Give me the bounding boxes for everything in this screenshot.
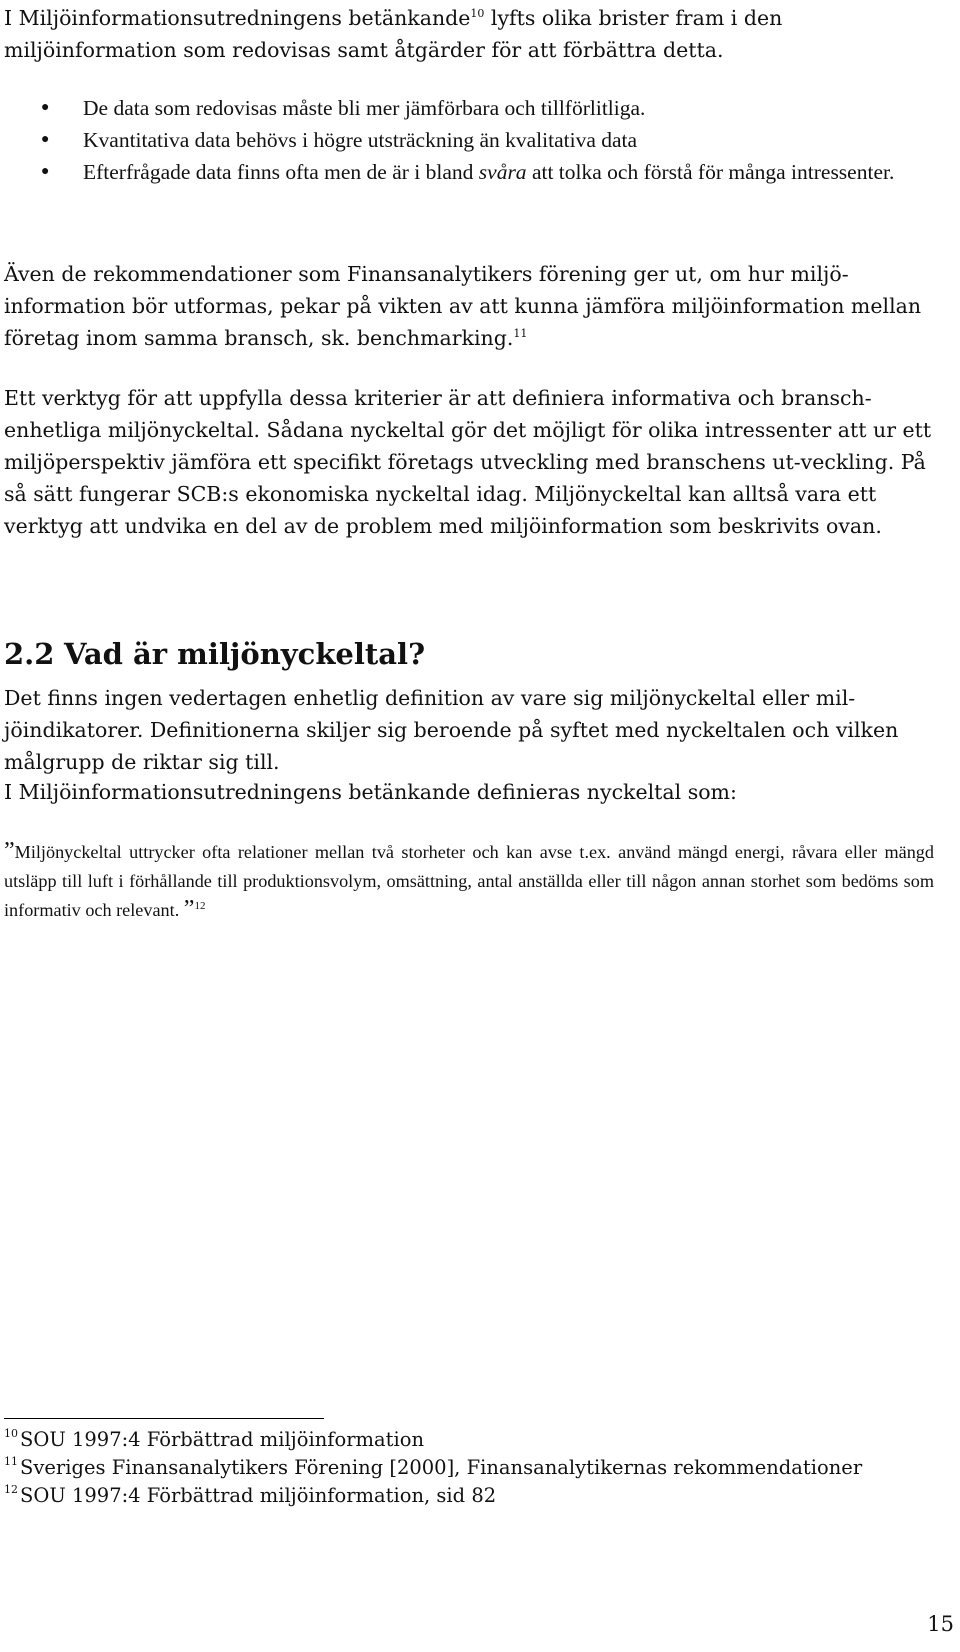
quote-intro-paragraph: I Miljöinformationsutredningens betänkande definieras nyckeltal som:: [4, 780, 737, 804]
intro-text: I Miljöinformationsutredningens betänkande: [4, 6, 471, 30]
bullet-icon: ●: [41, 164, 50, 179]
list-item: [0, 124, 930, 156]
definition-paragraph: Det finns ingen vedertagen enhetlig definition av vare sig miljönyckeltal eller mil-jöindikatorer. Definitionerna skiljer sig beroende på syftet med nyckeltalen och vilken målgrupp de riktar sig till.: [4, 686, 899, 774]
footnote: 10 SOU 1997:4 Förbättrad miljöinformation: [4, 1427, 425, 1451]
footnote-text: Sveriges Finansanalytikers Förening [2000], Finansanalytikernas rekommendationer: [20, 1456, 863, 1479]
list-item-text: De data som redovisas måste bli mer jämförbara och tillförlitliga.: [83, 96, 646, 120]
page-number: 15: [927, 1612, 954, 1636]
list-item-text-cont: att tolka och förstå för många intressenter.: [526, 160, 895, 184]
emphasis-text: svåra: [478, 160, 527, 184]
intro-text-cont: lyfts olika brister fram i den miljöinformation som redovisas samt åtgärder för att förbättra detta.: [4, 6, 783, 62]
footnote-text: SOU 1997:4 Förbättrad miljöinformation: [20, 1428, 425, 1451]
quote-text: Miljönyckeltal uttrycker ofta relationer mellan två storheter och kan avse t.ex. använd mängd energi, råvara eller mängd utsläpp till luft i förhållande till produktionsvolym, omsättning, antal anställda eller till någon annan storhet som bedöms som informativ och relevant.: [4, 842, 934, 920]
footnotes: [4, 1426, 924, 1510]
list-item-text: Kvantitativa data behövs i högre utsträckning än kvalitativa data: [83, 128, 638, 152]
list-item: [0, 156, 930, 188]
paragraph-text: Även de rekommendationer som Finansanalytikers förening ger ut, om hur miljö-information bör utformas, pekar på vikten av att kunna jämföra miljöinformation mellan företag inom samma bransch, sk. benchmarking.: [4, 262, 922, 350]
section-title: Vad är miljönyckeltal?: [64, 637, 426, 671]
tool-paragraph: Ett verktyg för att uppfylla dessa kriterier är att definiera informativa och bransch-enhetliga miljönyckeltal. Sådana nyckeltal gör det möjligt för olika intressenter att ur ett miljöperspektiv jämföra ett specifikt företags utveckling med branschens ut-veckling. På så sätt fungerar SCB:s ekonomiska nyckeltal idag. Miljönyckeltal kan alltså vara ett verktyg att undvika en del av de problem med miljöinformation som beskrivits ovan.: [4, 386, 932, 538]
bullet-icon: ●: [41, 100, 50, 115]
intro-paragraph: [4, 2, 934, 66]
section-heading: [4, 636, 425, 672]
footnote-ref-10: 10: [470, 7, 485, 21]
footnote-separator: [4, 1418, 324, 1419]
footnote-ref-12: 12: [194, 899, 206, 912]
open-quote-mark: ”: [4, 838, 15, 864]
section-number: 2.2: [4, 637, 55, 671]
footnote-ref-11: 11: [513, 327, 528, 341]
close-quote-mark: ”: [183, 896, 195, 922]
footnote: 12 SOU 1997:4 Förbättrad miljöinformation, sid 82: [4, 1483, 497, 1507]
recommendations-paragraph: [4, 258, 934, 354]
bullet-list: [0, 92, 930, 188]
bullet-icon: ●: [41, 132, 50, 147]
definition-quote: [4, 838, 934, 925]
list-item-text: Efterfrågade data finns ofta men de är i bland: [83, 160, 479, 184]
list-item: [0, 92, 930, 124]
footnote-text: SOU 1997:4 Förbättrad miljöinformation, sid 82: [20, 1484, 497, 1507]
footnote: 11 Sveriges Finansanalytikers Förening [2000], Finansanalytikernas rekommendationer: [4, 1455, 863, 1479]
